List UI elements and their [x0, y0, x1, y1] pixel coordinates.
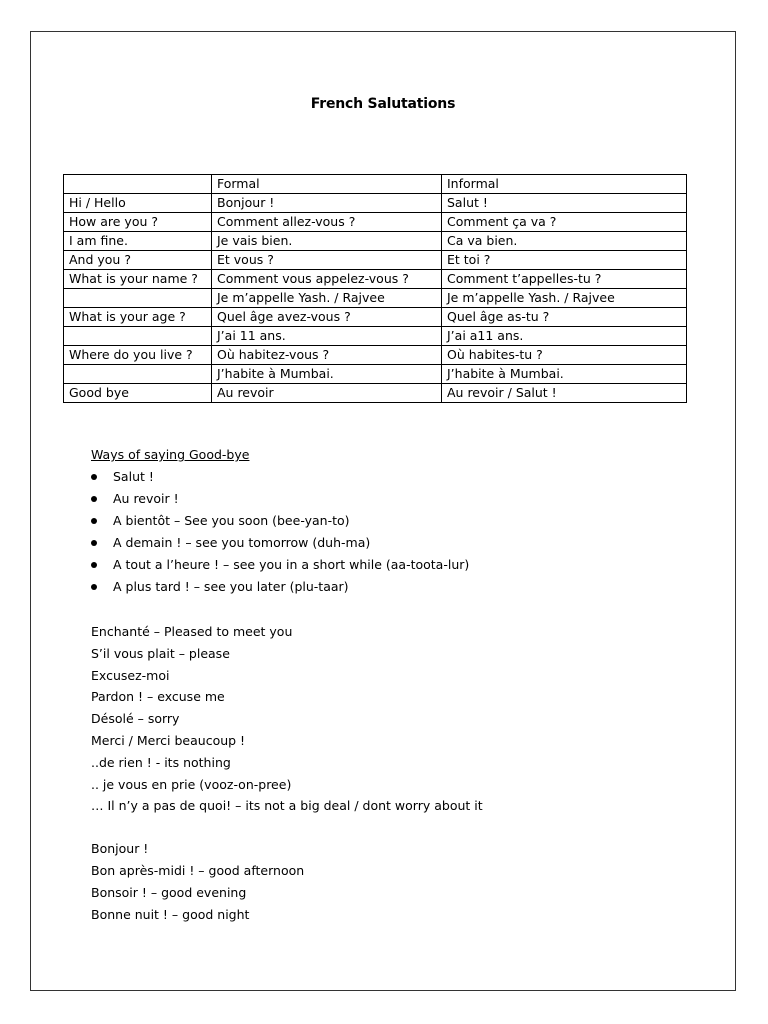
phrase-line: Excusez-moi [91, 667, 170, 683]
bullet-icon [91, 496, 97, 502]
table-row [64, 384, 687, 403]
table-cell: Formal [212, 175, 442, 194]
table-cell: Et toi ? [442, 251, 687, 270]
table-cell: Bonjour ! [212, 194, 442, 213]
table-row [64, 251, 687, 270]
phrase-line: Désolé – sorry [91, 711, 180, 727]
goodbye-item-text: Au revoir ! [113, 491, 179, 506]
goodbye-item [91, 554, 469, 576]
greeting-line: Bonsoir ! – good evening [91, 885, 247, 900]
table-cell [64, 289, 212, 308]
table-cell [64, 175, 212, 194]
table-cell: Et vous ? [212, 251, 442, 270]
table-cell: Quel âge as-tu ? [442, 308, 687, 327]
table-cell: Informal [442, 175, 687, 194]
table-cell: Salut ! [442, 194, 687, 213]
table-row [64, 289, 687, 308]
table-cell: What is your name ? [64, 270, 212, 289]
salutations-table [63, 174, 687, 403]
phrase-line: ..de rien ! - its nothing [91, 754, 231, 770]
table-cell: I am fine. [64, 232, 212, 251]
goodbye-item-text: A demain ! – see you tomorrow (duh-ma) [113, 535, 371, 550]
phrase-line: .. je vous en prie (vooz-on-pree) [91, 776, 292, 792]
bullet-icon [91, 562, 97, 568]
table-cell: Où habitez-vous ? [212, 346, 442, 365]
table-cell: Ca va bien. [442, 232, 687, 251]
table-row [64, 308, 687, 327]
bullet-icon [91, 540, 97, 546]
table-cell: Quel âge avez-vous ? [212, 308, 442, 327]
table-cell: J’habite à Mumbai. [442, 365, 687, 384]
goodbye-item [91, 510, 469, 532]
goodbye-heading: Ways of saying Good-bye [91, 447, 250, 462]
table-row [64, 213, 687, 232]
table-row [64, 365, 687, 384]
document-title: French Salutations [310, 96, 456, 112]
table-cell: Comment allez-vous ? [212, 213, 442, 232]
goodbye-item-text: A tout a l’heure ! – see you in a short while (aa-toota-lur) [113, 557, 470, 572]
goodbye-item-text: Salut ! [113, 469, 154, 484]
table-cell: Au revoir [212, 384, 442, 403]
table-cell: Hi / Hello [64, 194, 212, 213]
bullet-icon [91, 518, 97, 524]
phrase-line: Pardon ! – excuse me [91, 689, 225, 705]
table-cell: Je m’appelle Yash. / Rajvee [442, 289, 687, 308]
goodbye-item [91, 488, 469, 510]
goodbye-item [91, 532, 469, 554]
bullet-icon [91, 474, 97, 480]
table-cell: Je vais bien. [212, 232, 442, 251]
table-row [64, 232, 687, 251]
table-cell: How are you ? [64, 213, 212, 232]
table-cell: Good bye [64, 384, 212, 403]
greeting-line: Bon après-midi ! – good afternoon [91, 863, 305, 878]
table-cell: Au revoir / Salut ! [442, 384, 687, 403]
greetings-section [91, 838, 304, 926]
table-row [64, 270, 687, 289]
goodbye-item [91, 466, 469, 488]
phrase-line: … Il n’y a pas de quoi! – its not a big deal / dont worry about it [91, 798, 483, 814]
phrase-line: Merci / Merci beaucoup ! [91, 732, 246, 748]
table-cell [64, 327, 212, 346]
table-header-row [64, 175, 687, 194]
table-cell: J’habite à Mumbai. [212, 365, 442, 384]
table-cell: Comment t’appelles-tu ? [442, 270, 687, 289]
table-cell: Je m’appelle Yash. / Rajvee [212, 289, 442, 308]
greeting-line: Bonne nuit ! – good night [91, 907, 250, 922]
bullet-icon [91, 584, 97, 590]
table-row [64, 346, 687, 365]
goodbye-item-text: A bientôt – See you soon (bee-yan-to) [113, 513, 350, 528]
table-cell: Comment ça va ? [442, 213, 687, 232]
table-cell: Où habites-tu ? [442, 346, 687, 365]
goodbye-item-text: A plus tard ! – see you later (plu-taar) [113, 579, 349, 594]
table-cell: Comment vous appelez-vous ? [212, 270, 442, 289]
phrase-line: Enchanté – Pleased to meet you [91, 624, 293, 639]
table-cell: What is your age ? [64, 308, 212, 327]
table-cell: J’ai 11 ans. [212, 327, 442, 346]
table-cell [64, 365, 212, 384]
table-cell: And you ? [64, 251, 212, 270]
phrase-line: S’il vous plait – please [91, 645, 230, 661]
goodbye-section [91, 444, 469, 598]
document-page [30, 31, 736, 991]
phrases-section [91, 621, 483, 817]
greeting-line: Bonjour ! [91, 841, 149, 856]
goodbye-list [91, 466, 469, 598]
table-cell: Where do you live ? [64, 346, 212, 365]
table-cell: J’ai a11 ans. [442, 327, 687, 346]
table-row [64, 327, 687, 346]
table-row [64, 194, 687, 213]
goodbye-item [91, 576, 469, 598]
